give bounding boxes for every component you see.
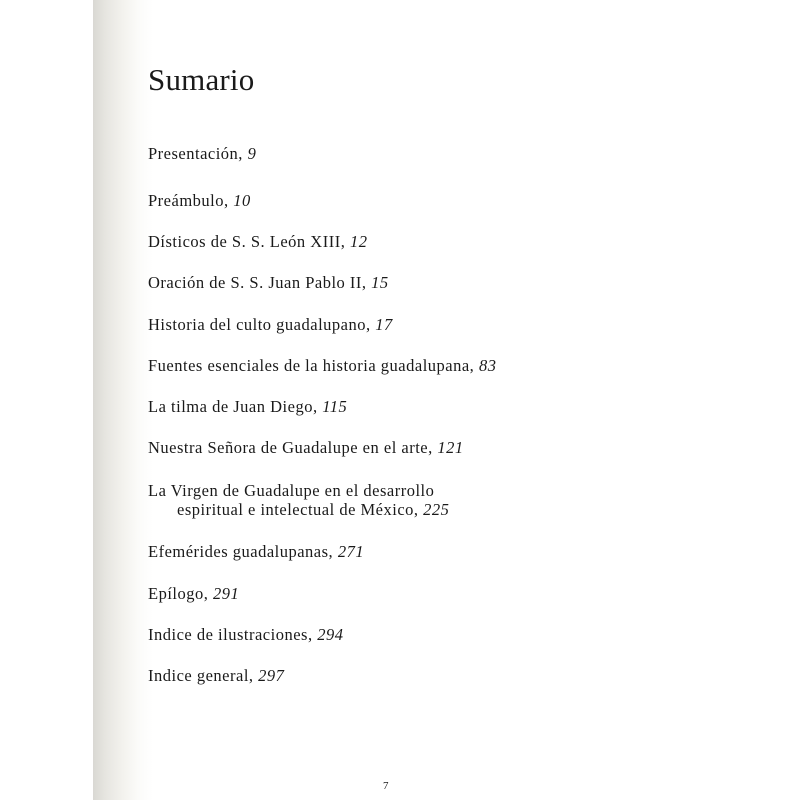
toc-entry xyxy=(148,191,251,210)
entry-label: Dísticos de S. S. León XIII, xyxy=(148,232,350,251)
entry-label: Preámbulo, xyxy=(148,191,234,210)
entry-label: Presentación, xyxy=(148,144,248,163)
toc-entry xyxy=(148,397,347,416)
toc-entry xyxy=(148,356,496,375)
page-number: 7 xyxy=(383,780,389,792)
entry-label: La Virgen de Guadalupe en el desarrollo xyxy=(148,481,435,500)
toc-entry xyxy=(148,315,393,334)
entry-label-continued: espiritual e intelectual de México, xyxy=(177,500,424,519)
toc-entry xyxy=(148,666,284,685)
entry-page: 291 xyxy=(213,584,240,603)
page-title: Sumario xyxy=(148,62,255,97)
entry-page: 297 xyxy=(258,666,285,685)
entry-label: Indice de ilustraciones, xyxy=(148,625,318,644)
entry-label: Historia del culto guadalupano, xyxy=(148,315,376,334)
toc-entry xyxy=(148,584,239,603)
entry-page: 294 xyxy=(317,625,344,644)
entry-label: Epílogo, xyxy=(148,584,213,603)
entry-page: 15 xyxy=(371,273,389,292)
toc-entry xyxy=(148,144,256,163)
entry-page: 83 xyxy=(478,356,497,375)
entry-page: 17 xyxy=(375,315,393,334)
toc-entry xyxy=(148,438,464,457)
entry-page: 12 xyxy=(349,232,368,251)
entry-page: 225 xyxy=(423,500,450,519)
entry-page: 271 xyxy=(337,542,365,561)
entry-page: 9 xyxy=(247,144,257,163)
entry-label: Efemérides guadalupanas, xyxy=(148,542,338,561)
toc-entry xyxy=(148,232,367,251)
entry-page: 10 xyxy=(233,191,251,210)
entry-label: Fuentes esenciales de la historia guadalupana, xyxy=(148,356,479,375)
toc-entry xyxy=(148,542,364,561)
entry-page: 121 xyxy=(437,438,464,457)
entry-label: Oración de S. S. Juan Pablo II, xyxy=(148,273,372,292)
toc-entry xyxy=(148,625,343,644)
toc-entry xyxy=(148,273,389,292)
entry-label: La tilma de Juan Diego, xyxy=(148,397,323,416)
toc-entry xyxy=(148,481,449,519)
entry-page: 115 xyxy=(322,397,348,416)
entry-label: Nuestra Señora de Guadalupe en el arte, xyxy=(148,438,438,457)
entry-label: Indice general, xyxy=(148,666,259,685)
